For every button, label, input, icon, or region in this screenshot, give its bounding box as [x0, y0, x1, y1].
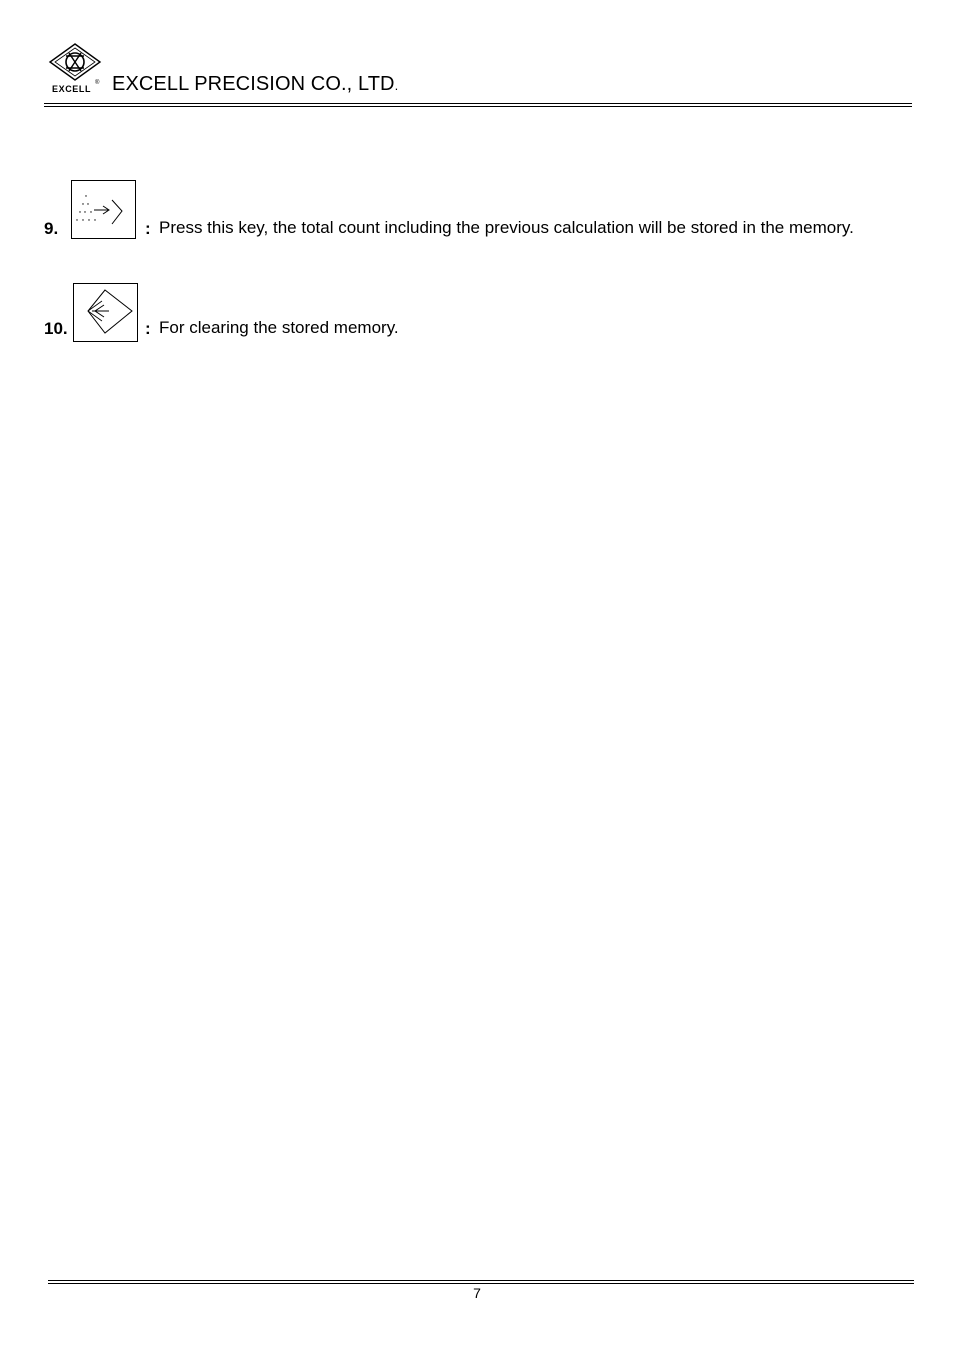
memory-add-key-icon — [71, 180, 136, 239]
company-name-text: EXCELL PRECISION CO., LTD — [112, 73, 395, 95]
memory-clear-key-icon — [73, 283, 138, 342]
item-description: Press this key, the total count including the previous calculation will be stored in the memory. — [159, 218, 854, 237]
item-colon: : — [145, 319, 151, 338]
page-header — [44, 40, 912, 110]
page-number: 7 — [473, 1285, 481, 1301]
header-rule — [44, 103, 912, 104]
item-number: 9. — [44, 219, 59, 238]
logo-wordmark: EXCELL — [52, 84, 92, 94]
logo-diamond-icon — [48, 42, 102, 82]
company-name — [112, 73, 398, 96]
registered-mark: ® — [95, 80, 100, 86]
company-name-dot: . — [394, 78, 399, 93]
footer-rule — [48, 1280, 914, 1281]
footer-rule-thin — [48, 1283, 914, 1284]
item-number: 10. — [44, 319, 68, 338]
item-description: For clearing the stored memory. — [159, 318, 399, 337]
item-colon: : — [145, 219, 151, 238]
header-rule-thin — [44, 106, 912, 107]
company-logo — [44, 42, 106, 96]
